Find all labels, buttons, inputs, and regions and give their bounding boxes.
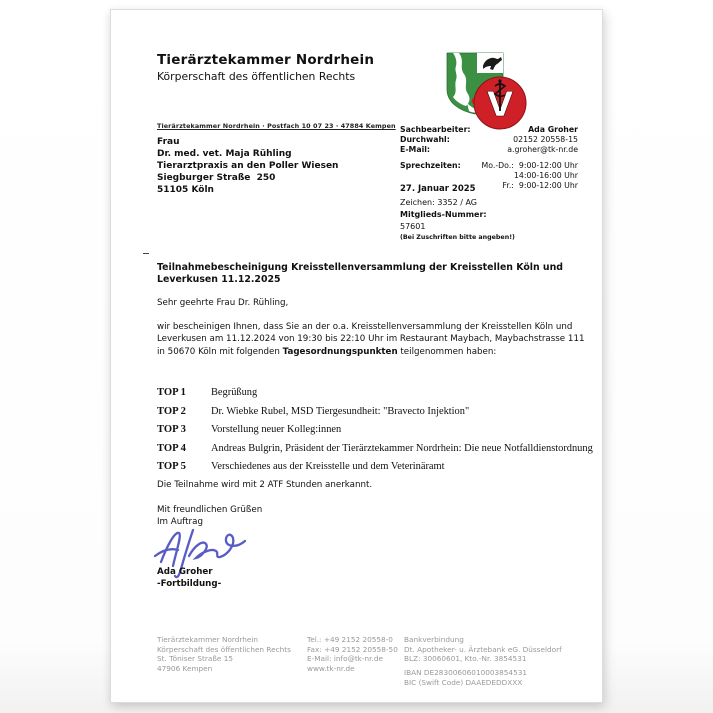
contact-label: Durchwahl: [400, 135, 450, 144]
footer-line: Tierärztekammer Nordrhein [157, 635, 259, 644]
contact-value: 02152 20558-15 [513, 135, 578, 144]
footer-line: BIC (Swift Code) DAAEDEDDXXX [404, 677, 523, 687]
body-paragraph [157, 321, 591, 358]
recipient-line: Frau [157, 137, 180, 147]
footer-line: Dt. Apotheker- u. Ärztebank eG. Düsseldorf [404, 644, 562, 654]
contact-info-block [400, 125, 578, 191]
footer-line: BLZ: 30060601, Kto.-Nr. 3854531 [404, 654, 527, 663]
office-hours-line: 14:00-16:00 Uhr [513, 171, 578, 180]
agenda-item [157, 461, 593, 472]
footer-line: Körperschaft des öffentlichen Rechts [157, 644, 291, 654]
agenda-item [157, 406, 593, 417]
org-name: Tierärztekammer Nordrhein [157, 52, 375, 68]
letter-date: 27. Januar 2025 [400, 184, 476, 194]
subject-line: Teilnahmebescheinigung Kreisstellenversammlung der Kreisstellen Köln und Leverkusen 11.12.2025 [157, 262, 563, 285]
letterhead [157, 52, 374, 83]
member-number-value: 57601 [400, 222, 426, 231]
contact-row [400, 125, 578, 135]
agenda-text: Begrüßung [211, 387, 258, 398]
body-text: teilgenommen haben: [397, 346, 497, 357]
footer-line: Fax: +49 2152 20558-50 [307, 644, 398, 654]
signer-name: Ada Groher [157, 567, 213, 577]
body-text: wir bescheinigen Ihnen, dass Sie an der o.a. Kreisstellenversammlung der Kreisstellen Köln und Leverkusen am 11.12.2024 von 19:30 bis 22:10 Uhr im Restaurant Maybach, Maybachstrasse 111 in 50670 Köln mit folgenden [157, 322, 585, 357]
footer-line: www.tk-nr.de [307, 663, 355, 673]
recipient-line: Siegburger Straße 250 [157, 173, 276, 183]
footer-line: St. Töniser Straße 15 [157, 654, 234, 663]
recipient-line: 51105 Köln [157, 185, 214, 195]
salutation: Sehr geehrte Frau Dr. Rühling, [157, 298, 289, 308]
svg-text:V: V [486, 85, 514, 125]
member-number-label: Mitglieds-Nummer: [400, 210, 487, 219]
agenda-label: TOP 2 [157, 405, 186, 417]
footer-line: Bankverbindung [404, 635, 464, 644]
agenda-item [157, 424, 593, 435]
contact-value: Ada Groher [528, 125, 578, 134]
org-type: Körperschaft des öffentlichen Rechts [157, 70, 356, 83]
footer-bank [404, 635, 562, 664]
organization-logo [445, 51, 529, 131]
footer-bank-iban [404, 668, 527, 687]
recipient-address [157, 136, 338, 196]
closing-on-behalf: Im Auftrag [157, 517, 203, 527]
reference-note: (Bei Zuschriften bitte angeben!) [400, 234, 515, 241]
reference-code: Zeichen: 3352 / AG [400, 198, 477, 207]
veterinary-v-icon [474, 77, 526, 129]
footer-contact [307, 635, 398, 673]
footer-line: 47906 Kempen [157, 663, 213, 673]
sender-return-address: Tierärztekammer Nordrhein · Postfach 10 07 23 · 47884 Kempen [157, 122, 396, 130]
footer-line: E-Mail: info@tk-nr.de [307, 654, 383, 663]
office-hours-label: Sprechzeiten: [400, 161, 461, 170]
contact-row [400, 145, 578, 155]
agenda-label: TOP 3 [157, 424, 186, 436]
body-text-bold: Tagesordnungspunkten [282, 346, 398, 357]
closing-greeting: Mit freundlichen Grüßen [157, 505, 263, 515]
agenda-item [157, 387, 593, 398]
contact-row [400, 135, 578, 145]
agenda-item [157, 443, 593, 454]
agenda-label: TOP 5 [157, 461, 186, 473]
agenda-label: TOP 1 [157, 387, 186, 398]
fold-mark [143, 253, 149, 254]
footer-address [157, 635, 291, 673]
agenda-list [157, 387, 593, 480]
agenda-label: TOP 4 [157, 442, 186, 454]
footer-line: Tel.: +49 2152 20558-0 [307, 635, 393, 644]
recipient-line: Tierarztpraxis an den Poller Wiesen [157, 161, 339, 171]
office-hours-line: Mo.-Do.: 9:00-12:00 Uhr [481, 161, 578, 170]
contact-value: a.groher@tk-nr.de [507, 145, 578, 154]
agenda-text: Andreas Bulgrin, Präsident der Tierärztekammer Nordrhein: Die neue Notfalldienstordnung [211, 442, 593, 454]
contact-label: Sachbearbeiter: [400, 125, 471, 134]
footer-line: IBAN DE28300606010003854531 [404, 668, 528, 677]
office-hours-line: Fr.: 9:00-12:00 Uhr [502, 181, 578, 190]
office-hours-values [482, 161, 578, 191]
recipient-line: Dr. med. vet. Maja Rühling [157, 149, 292, 159]
agenda-text: Vorstellung neuer Kolleg:innen [211, 424, 342, 436]
closing-block [157, 504, 262, 528]
agenda-text: Dr. Wiebke Rubel, MSD Tiergesundheit: "Bravecto Injektion" [211, 405, 470, 417]
acknowledgement-line: Die Teilnahme wird mit 2 ATF Stunden anerkannt. [157, 480, 373, 490]
contact-label: E-Mail: [400, 145, 431, 154]
letter-page [110, 9, 603, 703]
agenda-text: Verschiedenes aus der Kreisstelle und dem Veterinäramt [211, 461, 445, 473]
signer-block [157, 566, 221, 590]
signer-department: -Fortbildung- [157, 579, 222, 589]
